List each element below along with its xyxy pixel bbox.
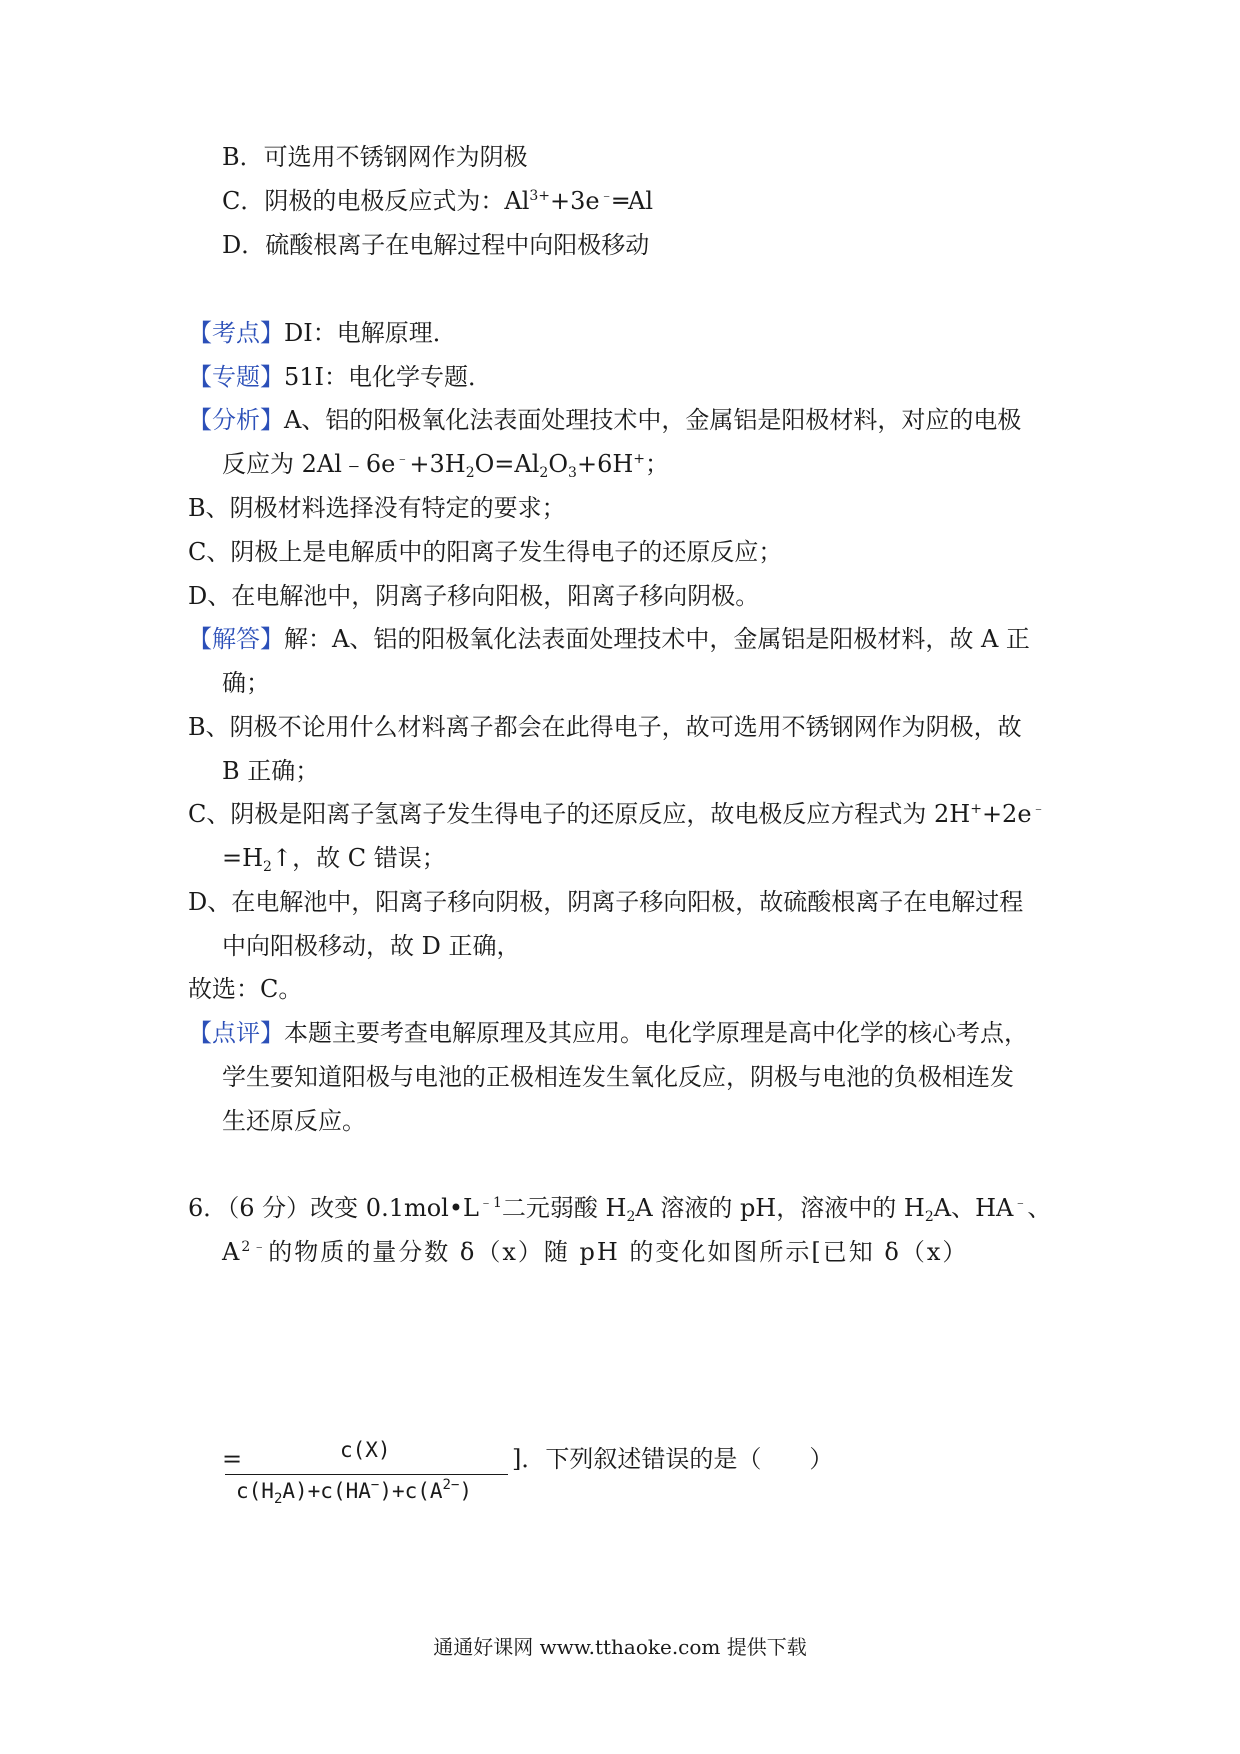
den-a: c(H (236, 1479, 274, 1503)
fenxi-line1 (188, 403, 1021, 437)
jieda-text1: 解：A、铝的阳极氧化法表面处理技术中，金属铝是阳极材料，故 A 正 (284, 625, 1030, 653)
q6-sub-a: 2 (626, 1209, 636, 1225)
q6-l2-sup: 2﹣ (241, 1239, 269, 1255)
option-c-text2: +3e (550, 187, 600, 215)
q6-text-b: 二元弱酸 H (501, 1194, 627, 1222)
page-footer: 通通好课网 www.tthaoke.com 提供下载 (433, 1635, 807, 1659)
kaodian-label: 【考点】 (188, 319, 284, 347)
jieda-c2 (222, 841, 446, 875)
jieda-label: 【解答】 (188, 625, 284, 653)
q6-l2-a: A (222, 1238, 242, 1266)
option-c-charge: 3+ (529, 188, 551, 204)
option-b: B．可选用不锈钢网作为阴极 (222, 143, 528, 171)
jieda-line2: 确； (222, 669, 270, 697)
zhuanti-label: 【专题】 (188, 363, 284, 391)
den-d: ) (459, 1479, 473, 1503)
q6-sup-b: ﹣ (1013, 1195, 1028, 1211)
jieda-line1 (188, 622, 1030, 656)
q6-text-e: 、 (1027, 1194, 1052, 1222)
zhuanti-text: 51I：电化学专题． (284, 363, 493, 391)
den-c: )+c(A (379, 1479, 443, 1503)
kaodian-text: DI：电解原理． (284, 319, 457, 347)
fenxi-eq-c: O=Al (474, 450, 540, 478)
jieda-c2-sub: 2 (263, 859, 272, 875)
fenxi-eq-sub2: 2 (539, 465, 549, 481)
fenxi-eq-sub1: 2 (465, 465, 475, 481)
option-c-text: C．阴极的电极反应式为：Al (222, 187, 530, 215)
den-b: A)+c(HA (282, 1479, 371, 1503)
fenxi-eq-b: +3H (409, 450, 466, 478)
jieda-b1: B、阴极不论用什么材料离子都会在此得电子，故可选用不锈钢网作为阴极，故 (188, 713, 1022, 741)
jieda-answer: 故选：C。 (188, 975, 303, 1003)
jieda-d1: D、在电解池中，阳离子移向阴极，阴离子移向阳极，故硫酸根离子在电解过程 (188, 888, 1024, 916)
dianping-label: 【点评】 (188, 1019, 284, 1047)
option-d: D．硫酸根离子在电解过程中向阳极移动 (222, 231, 650, 259)
q6-l2-text: 的物质的量分数 δ（x）随 pH 的变化如图所示[已知 δ（x） (268, 1238, 969, 1266)
dianping-text1: 本题主要考查电解原理及其应用。电化学原理是高中化学的核心考点， (284, 1019, 1028, 1047)
fenxi-d: D、在电解池中，阴离子移向阳极，阳离子移向阴极。 (188, 582, 760, 610)
q6-sub-b: 2 (924, 1209, 934, 1225)
fenxi-eq-a: 反应为 2Al﹣6e (222, 450, 396, 478)
dianping-line3: 生还原反应。 (222, 1107, 366, 1135)
jieda-c2-text: =H (222, 844, 264, 872)
question6-line2 (222, 1235, 968, 1269)
fenxi-eq-sub3: 3 (568, 465, 577, 481)
jieda-c1-sup1: + (970, 801, 982, 817)
fenxi-b: B、阴极材料选择没有特定的要求； (188, 494, 566, 522)
formula-denominator (236, 1474, 472, 1508)
q6-text-c: A 溶液的 pH，溶液中的 H (635, 1194, 925, 1222)
jieda-b2: B 正确； (222, 757, 320, 785)
question6-line3-tail: ]．下列叙述错误的是（ ） (512, 1445, 834, 1473)
dianping-line2: 学生要知道阳极与电池的正极相连发生氧化反应，阴极与电池的负极相连发 (222, 1063, 1014, 1091)
jieda-d2: 中向阳极移动，故 D 正确， (222, 932, 521, 960)
jieda-c1 (188, 797, 1046, 831)
den-sub: 2 (273, 1491, 283, 1507)
fenxi-eq-sup2: + (633, 451, 645, 467)
question6-line1 (188, 1191, 1051, 1225)
fenxi-c: C、阴极上是电解质中的阳离子发生得电子的还原反应； (188, 538, 783, 566)
dianping-line1 (188, 1016, 1028, 1050)
jieda-c1-text: C、阴极是阳离子氢离子发生得电子的还原反应，故电极反应方程式为 2H (188, 800, 971, 828)
den-sup1: − (370, 1477, 380, 1493)
fenxi-eq-sup1: ﹣ (395, 451, 410, 467)
jieda-c1-text2: +2e (981, 800, 1032, 828)
fenxi-line2 (222, 447, 669, 481)
option-c (222, 184, 653, 218)
fenxi-eq-f: ； (645, 450, 669, 478)
fenxi-eq-d: O (548, 450, 569, 478)
fenxi-label: 【分析】 (188, 406, 284, 434)
option-c-text3: ═Al (613, 187, 654, 215)
den-sup2: 2− (442, 1477, 460, 1493)
formula-numerator: c(X) (340, 1438, 391, 1462)
jieda-c2-text2: ↑，故 C 错误； (271, 844, 446, 872)
fenxi-eq-e: +6H (576, 450, 634, 478)
zhuanti-line (188, 360, 492, 394)
option-c-charge2: ﹣ (599, 188, 614, 204)
q6-text-d: A、HA (933, 1194, 1014, 1222)
q6-sup-a: ﹣1 (478, 1195, 502, 1211)
formula-equals: = (222, 1445, 243, 1473)
q6-text-a: 6．（6 分）改变 0.1mol•L (188, 1194, 479, 1222)
fenxi-text1: A、铝的阳极氧化法表面处理技术中，金属铝是阳极材料，对应的电极 (284, 406, 1022, 434)
kaodian-line (188, 316, 457, 350)
jieda-c1-sup2: ﹣ (1031, 801, 1046, 817)
